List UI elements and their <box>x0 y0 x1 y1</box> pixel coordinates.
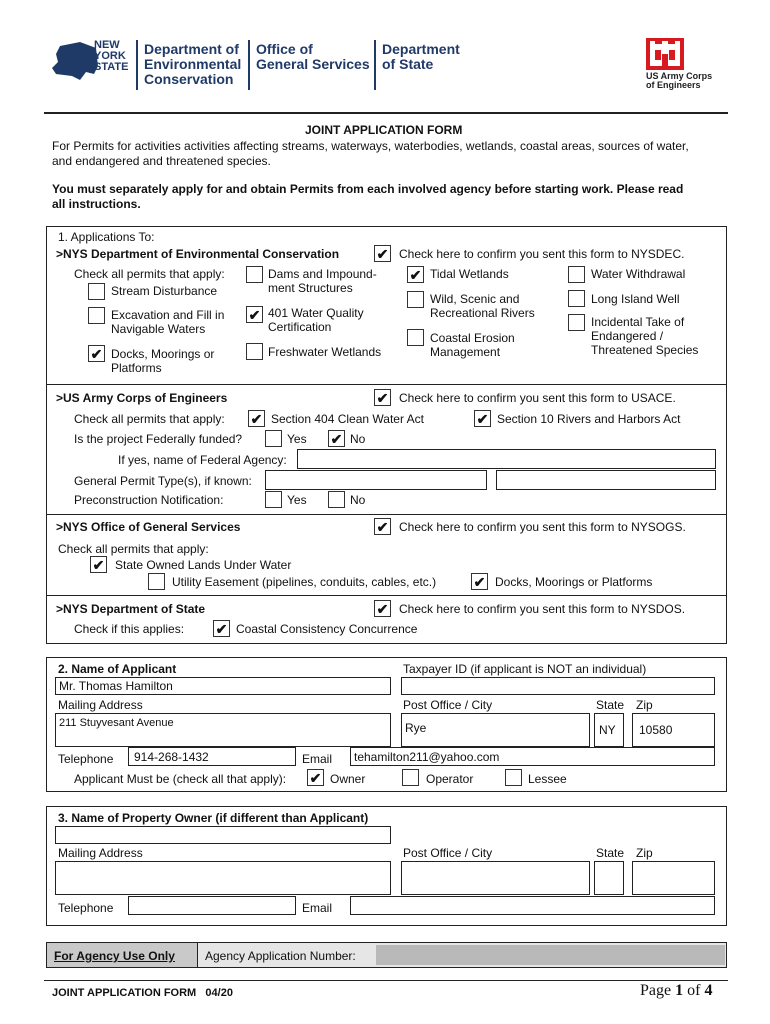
docks-label: Docks, Moorings or Platforms <box>111 347 215 375</box>
po-input[interactable] <box>401 713 590 747</box>
state-value: NY <box>599 723 616 737</box>
precon-yes-checkbox[interactable] <box>265 491 282 508</box>
header-rule <box>44 112 728 114</box>
water-withdrawal-checkbox[interactable] <box>568 266 585 283</box>
warning-line-1: You must separately apply for and obtain Permits from each involved agency before starting work. Please read <box>52 182 684 196</box>
usace-heading: >US Army Corps of Engineers <box>56 391 228 405</box>
lessee-checkbox[interactable] <box>505 769 522 786</box>
state-owned-checkbox[interactable]: ✔ <box>90 556 107 573</box>
fed-yes-checkbox[interactable] <box>265 430 282 447</box>
precon-no-label: No <box>350 493 366 507</box>
applicant-must-be-label: Applicant Must be (check all that apply): <box>74 772 287 786</box>
footer-rule <box>44 980 728 981</box>
mailing-label: Mailing Address <box>58 698 143 712</box>
ogs-docks-checkbox[interactable]: ✔ <box>471 573 488 590</box>
dec-logo-text: Department of Environmental Conservation <box>144 41 242 87</box>
fed-no-checkbox[interactable]: ✔ <box>328 430 345 447</box>
divider <box>46 384 727 385</box>
tidal-checkbox[interactable]: ✔ <box>407 266 424 283</box>
owner-email-input[interactable] <box>350 896 715 915</box>
usace-confirm-label: Check here to confirm you sent this form to USACE. <box>399 391 676 405</box>
dec-check-all-label: Check all permits that apply: <box>74 267 225 281</box>
dec-heading: >NYS Department of Environmental Conservation <box>56 247 340 261</box>
usace-check-all-label: Check all permits that apply: <box>74 412 225 426</box>
s404-checkbox[interactable]: ✔ <box>248 410 265 427</box>
owner-telephone-input[interactable] <box>128 896 296 915</box>
excavation-checkbox[interactable] <box>88 307 105 324</box>
mailing-value: 211 Stuyvesant Avenue <box>59 717 174 729</box>
long-island-checkbox[interactable] <box>568 290 585 307</box>
ogs-logo-text: Office of General Services <box>256 41 370 72</box>
section-1-title: 1. Applications To: <box>58 230 155 244</box>
s10-label: Section 10 Rivers and Harbors Act <box>497 412 681 426</box>
dams-label: Dams and Impound- ment Structures <box>268 267 377 295</box>
telephone-value: 914-268-1432 <box>134 750 209 764</box>
coastal-erosion-label: Coastal Erosion Management <box>430 331 515 359</box>
owner-zip-label: Zip <box>636 846 653 860</box>
logo-divider <box>374 40 376 90</box>
freshwater-label: Freshwater Wetlands <box>268 345 382 359</box>
dec-confirm-label: Check here to confirm you sent this form to NYSDEC. <box>399 247 685 261</box>
state-owned-label: State Owned Lands Under Water <box>115 558 292 572</box>
email-value: tehamilton211@yahoo.com <box>354 750 500 764</box>
wild-scenic-label: Wild, Scenic and Recreational Rivers <box>430 292 535 320</box>
ogs-confirm-label: Check here to confirm you sent this form to NYSOGS. <box>399 520 686 534</box>
page-number: Page 1 of 4 <box>640 982 713 999</box>
owner-state-input[interactable] <box>594 861 624 895</box>
owner-state-label: State <box>596 846 625 860</box>
federal-agency-input[interactable] <box>297 449 716 469</box>
s404-label: Section 404 Clean Water Act <box>271 412 424 426</box>
mailing-input[interactable] <box>55 713 391 747</box>
usace-confirm-checkbox[interactable]: ✔ <box>374 389 391 406</box>
excavation-label: Excavation and Fill in Navigable Waters <box>111 308 225 336</box>
operator-label: Operator <box>426 772 474 786</box>
dos-check-label: Check if this applies: <box>74 622 185 636</box>
utility-checkbox[interactable] <box>148 573 165 590</box>
wild-scenic-checkbox[interactable] <box>407 291 424 308</box>
fed-yes-label: Yes <box>287 432 307 446</box>
section-2-title: 2. Name of Applicant <box>58 662 177 676</box>
owner-email-label: Email <box>302 901 333 915</box>
owner-po-label: Post Office / City <box>403 846 493 860</box>
ogs-check-all-label: Check all permits that apply: <box>58 542 209 556</box>
freshwater-checkbox[interactable] <box>246 343 263 360</box>
taxpayer-input[interactable] <box>401 677 715 695</box>
federal-funded-label: Is the project Federally funded? <box>74 432 243 446</box>
incidental-take-checkbox[interactable] <box>568 314 585 331</box>
s10-checkbox[interactable]: ✔ <box>474 410 491 427</box>
wq401-label: 401 Water Quality Certification <box>268 306 364 334</box>
divider <box>46 595 727 596</box>
precon-label: Preconstruction Notification: <box>74 493 224 507</box>
zip-value: 10580 <box>639 723 673 737</box>
tidal-label: Tidal Wetlands <box>430 267 509 281</box>
applicant-name-input[interactable] <box>55 677 391 695</box>
owner-zip-input[interactable] <box>632 861 715 895</box>
owner-telephone-label: Telephone <box>58 901 114 915</box>
zip-label: Zip <box>636 698 653 712</box>
coastal-consistency-label: Coastal Consistency Concurrence <box>236 622 418 636</box>
precon-yes-label: Yes <box>287 493 307 507</box>
stream-disturbance-label: Stream Disturbance <box>111 284 218 298</box>
agency-app-number-field[interactable] <box>376 945 725 965</box>
owner-po-input[interactable] <box>401 861 590 895</box>
operator-checkbox[interactable] <box>402 769 419 786</box>
state-label: State <box>596 698 625 712</box>
state-input[interactable] <box>594 713 624 747</box>
owner-label: Owner <box>330 772 366 786</box>
coastal-erosion-checkbox[interactable] <box>407 329 424 346</box>
dos-confirm-checkbox[interactable]: ✔ <box>374 600 391 617</box>
gp-type-input-1[interactable] <box>265 470 487 490</box>
intro-line-2: and endangered and threatened species. <box>52 154 271 168</box>
dos-logo-text: Department of State <box>382 41 460 72</box>
ny-state-logo-text: NEW YORK STATE <box>94 39 129 73</box>
owner-mailing-input[interactable] <box>55 861 391 895</box>
warning-line-2: all instructions. <box>52 197 141 211</box>
zip-input[interactable] <box>632 713 715 747</box>
water-withdrawal-label: Water Withdrawal <box>591 267 686 281</box>
footer-form-name: JOINT APPLICATION FORM 04/20 <box>52 987 233 999</box>
fed-no-label: No <box>350 432 366 446</box>
usace-castle-icon <box>646 38 684 70</box>
logo-divider <box>248 40 250 90</box>
owner-name-input[interactable] <box>55 826 391 844</box>
ogs-confirm-checkbox[interactable]: ✔ <box>374 518 391 535</box>
agency-app-number-label: Agency Application Number: <box>205 949 356 963</box>
usace-logo-text: US Army Corps of Engineers <box>646 71 713 90</box>
po-label: Post Office / City <box>403 698 493 712</box>
applicant-name-value: Mr. Thomas Hamilton <box>59 679 173 693</box>
dos-confirm-label: Check here to confirm you sent this form to NYSDOS. <box>399 602 686 616</box>
logo-divider <box>136 40 138 90</box>
incidental-take-label: Incidental Take of Endangered / Threatened Species <box>591 315 699 357</box>
telephone-label: Telephone <box>58 752 114 766</box>
form-title: JOINT APPLICATION FORM <box>305 123 463 137</box>
telephone-input[interactable] <box>128 747 296 766</box>
po-value: Rye <box>405 721 427 735</box>
ny-state-map-icon <box>50 40 100 84</box>
divider <box>46 514 727 515</box>
gp-type-label: General Permit Type(s), if known: <box>74 474 252 488</box>
long-island-label: Long Island Well <box>591 292 680 306</box>
docks-checkbox[interactable]: ✔ <box>88 345 105 362</box>
email-label: Email <box>302 752 333 766</box>
federal-agency-label: If yes, name of Federal Agency: <box>118 453 287 467</box>
stream-disturbance-checkbox[interactable] <box>88 283 105 300</box>
ogs-docks-label: Docks, Moorings or Platforms <box>495 575 653 589</box>
lessee-label: Lessee <box>528 772 567 786</box>
ogs-heading: >NYS Office of General Services <box>56 520 241 534</box>
email-input[interactable] <box>350 747 715 766</box>
dos-heading: >NYS Department of State <box>56 602 206 616</box>
agency-use-label: For Agency Use Only <box>54 949 175 963</box>
coastal-consistency-checkbox[interactable]: ✔ <box>213 620 230 637</box>
section-3-title: 3. Name of Property Owner (if different than Applicant) <box>58 811 369 825</box>
owner-mailing-label: Mailing Address <box>58 846 143 860</box>
intro-line-1: For Permits for activities activities affecting streams, waterways, waterbodies, wetlands, coastal areas, sources of water, <box>52 139 689 153</box>
owner-checkbox[interactable]: ✔ <box>307 769 324 786</box>
precon-no-checkbox[interactable] <box>328 491 345 508</box>
wq401-checkbox[interactable]: ✔ <box>246 306 263 323</box>
dams-checkbox[interactable] <box>246 266 263 283</box>
gp-type-input-2[interactable] <box>496 470 716 490</box>
utility-label: Utility Easement (pipelines, conduits, cables, etc.) <box>172 575 437 589</box>
taxpayer-label: Taxpayer ID (if applicant is NOT an individual) <box>403 662 647 676</box>
dec-confirm-checkbox[interactable]: ✔ <box>374 245 391 262</box>
